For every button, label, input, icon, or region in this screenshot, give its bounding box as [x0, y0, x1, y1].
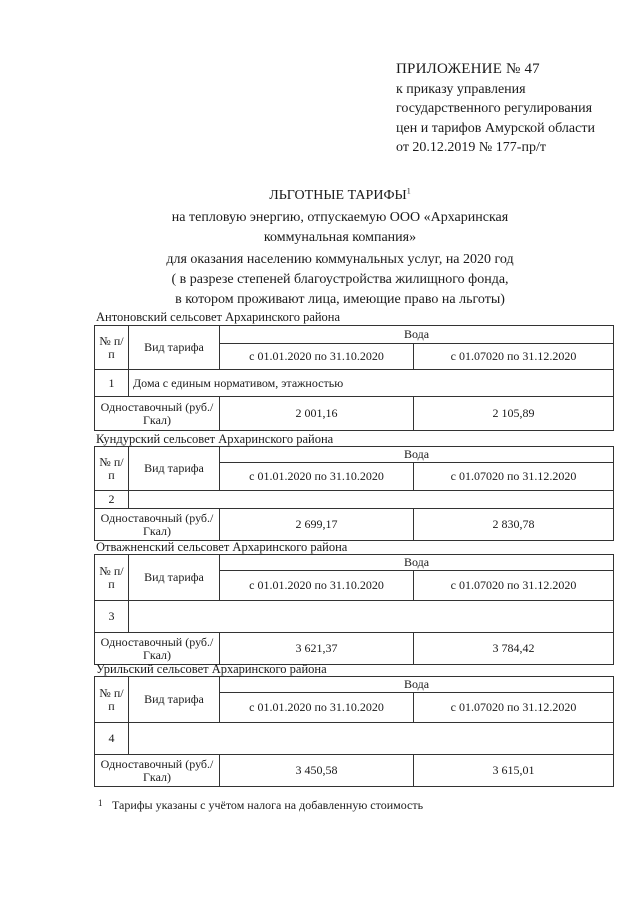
- header-num: № п/п: [95, 555, 129, 601]
- header-num: № п/п: [95, 447, 129, 491]
- table-row: [95, 723, 614, 755]
- tariff-label: Одноставочный (руб./Гкал): [95, 633, 220, 665]
- tariff-value-2: 3 784,42: [414, 633, 614, 665]
- appendix-line: цен и тарифов Амурской области: [396, 120, 595, 136]
- table-row: [95, 755, 614, 787]
- tariff-label: Одноставочный (руб./Гкал): [95, 755, 220, 787]
- tariff-value-1: 3 621,37: [220, 633, 414, 665]
- header-tariff-type: Вид тарифа: [129, 326, 220, 370]
- row-number: 4: [95, 723, 129, 755]
- header-num: № п/п: [95, 677, 129, 723]
- appendix-number: ПРИЛОЖЕНИЕ № 47: [396, 61, 540, 77]
- table-row: [95, 601, 614, 633]
- tariff-label: Одноставочный (руб./Гкал): [95, 509, 220, 541]
- row-description: Дома с единым нормативом, этажностью: [129, 370, 614, 397]
- table-header-row: [95, 677, 614, 693]
- tariff-value-1: 2 001,16: [220, 397, 414, 431]
- header-water: Вода: [220, 555, 614, 571]
- table-row: [95, 397, 614, 431]
- tariff-label: Одноставочный (руб./Гкал): [95, 397, 220, 431]
- section-title: Отважненский сельсовет Архаринского района: [96, 540, 348, 554]
- header-period-1: с 01.01.2020 по 31.10.2020: [220, 571, 414, 601]
- table-header-row: [95, 447, 614, 463]
- document-title: [90, 186, 590, 206]
- header-period-2: с 01.07020 по 31.12.2020: [414, 571, 614, 601]
- header-period-1: с 01.01.2020 по 31.10.2020: [220, 344, 414, 370]
- table-row: [95, 509, 614, 541]
- header-period-1: с 01.01.2020 по 31.10.2020: [220, 693, 414, 723]
- header-period-2: с 01.07020 по 31.12.2020: [414, 463, 614, 491]
- appendix-block: [396, 60, 636, 158]
- row-number: 3: [95, 601, 129, 633]
- footnote-mark: 1: [98, 798, 103, 808]
- tariff-table: [94, 325, 614, 431]
- row-number: 1: [95, 370, 129, 397]
- header-water: Вода: [220, 677, 614, 693]
- header-period-1: с 01.01.2020 по 31.10.2020: [220, 463, 414, 491]
- tariff-value-2: 2 830,78: [414, 509, 614, 541]
- tariff-value-1: 3 450,58: [220, 755, 414, 787]
- table-row: [95, 491, 614, 509]
- heading-line: в котором проживают лица, имеющие право на льготы): [175, 292, 505, 307]
- header-tariff-type: Вид тарифа: [129, 447, 220, 491]
- section-title: Антоновский сельсовет Архаринского района: [96, 310, 341, 324]
- heading-line: для оказания населению коммунальных услуг, на 2020 год: [166, 252, 514, 267]
- table-header-row: [95, 555, 614, 571]
- footnote: [98, 798, 423, 813]
- tariff-table: [94, 554, 614, 665]
- section-title: Кундурский сельсовет Архаринского района: [96, 432, 334, 446]
- header-period-2: с 01.07020 по 31.12.2020: [414, 693, 614, 723]
- heading-line: ( в разрезе степеней благоустройства жилищного фонда,: [171, 272, 509, 287]
- appendix-line: государственного регулирования: [396, 101, 593, 116]
- tariff-table: [94, 446, 614, 541]
- row-description: [129, 601, 614, 633]
- header-tariff-type: Вид тарифа: [129, 555, 220, 601]
- header-water: Вода: [220, 447, 614, 463]
- header-period-2: с 01.07020 по 31.12.2020: [414, 344, 614, 370]
- tariff-table: [94, 676, 614, 787]
- header-water: Вода: [220, 326, 614, 344]
- tariff-value-2: 3 615,01: [414, 755, 614, 787]
- appendix-line: к приказу управления: [396, 81, 526, 97]
- heading-line: на тепловую энергию, отпускаемую ООО «Архаринская коммунальная компания»: [171, 210, 509, 245]
- row-description: [129, 491, 614, 509]
- footnote-mark: 1: [406, 186, 411, 196]
- tariff-value-2: 2 105,89: [414, 397, 614, 431]
- row-description: [129, 723, 614, 755]
- footnote-text: Тарифы указаны с учётом налога на добавленную стоимость: [112, 798, 424, 812]
- row-number: 2: [95, 491, 129, 509]
- appendix-line: от 20.12.2019 № 177-пр/т: [396, 140, 546, 155]
- document-title-text: ЛЬГОТНЫЕ ТАРИФЫ: [269, 188, 407, 203]
- table-row: [95, 370, 614, 397]
- tariff-value-1: 2 699,17: [220, 509, 414, 541]
- table-header-row: [95, 326, 614, 344]
- section-title: Урильский сельсовет Архаринского района: [96, 662, 327, 676]
- header-tariff-type: Вид тарифа: [129, 677, 220, 723]
- table-row: [95, 633, 614, 665]
- header-num: № п/п: [95, 326, 129, 370]
